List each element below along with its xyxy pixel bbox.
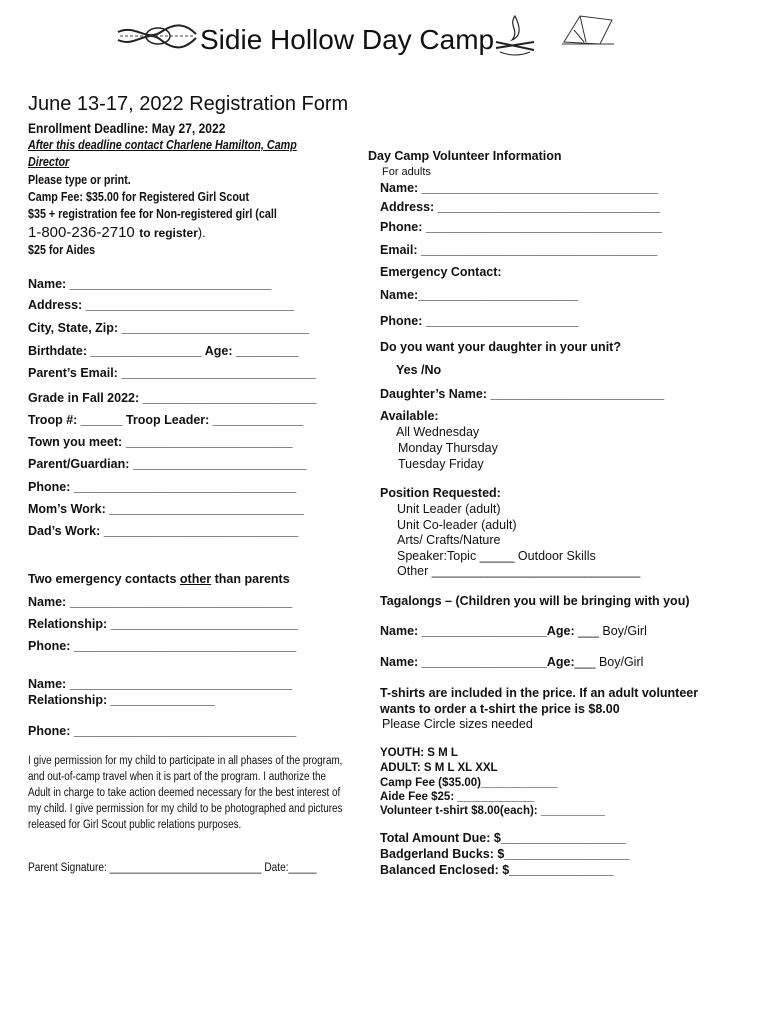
- emergency-field-0-label: Name:: [28, 595, 67, 609]
- tagalong-age-label: Age:: [546, 655, 575, 669]
- camper-field-9-label: Phone:: [28, 480, 71, 494]
- fee-registered: Camp Fee: $35.00 for Registered Girl Scout: [28, 190, 250, 204]
- emergency-heading: [28, 572, 290, 586]
- tagalong-age-line[interactable]: ___ Boy/Girl: [574, 624, 647, 638]
- volunteer-ec-phone[interactable]: Phone: ______________________: [380, 314, 579, 328]
- camper-field-2-label: City, State, Zip:: [28, 321, 119, 335]
- emergency-field-5-label: Phone:: [28, 724, 71, 738]
- available-option[interactable]: All Wednesday: [396, 425, 480, 439]
- emergency-field-0-line[interactable]: ________________________________: [66, 595, 293, 609]
- tshirt-line1: T-shirts are included in the price. If an adult volunteer: [380, 686, 699, 700]
- fee-nonregistered: $35 + registration fee for Non-registered girl (call: [28, 207, 277, 221]
- volunteer-heading: Day Camp Volunteer Information: [368, 149, 562, 163]
- emergency-field-5[interactable]: [28, 724, 296, 738]
- camper-field-11[interactable]: [28, 524, 298, 538]
- volunteer-field-2-line[interactable]: __________________________________: [422, 220, 663, 234]
- camper-field-1[interactable]: [28, 298, 294, 312]
- balanced-enclosed[interactable]: Balanced Enclosed: $_______________: [380, 863, 614, 877]
- position-label: Position Requested:: [380, 486, 501, 500]
- volunteer-field-1[interactable]: [380, 200, 660, 214]
- tshirt-line2: wants to order a t-shirt the price is $8.00: [380, 702, 620, 716]
- registration-phone: 1-800-236-2710: [28, 224, 135, 241]
- position-option[interactable]: Speaker:Topic _____ Outdoor Skills: [397, 548, 596, 563]
- camper-field-8-line[interactable]: _________________________: [129, 457, 307, 471]
- emergency-heading-pre: Two emergency contacts: [28, 572, 180, 586]
- aide-fee-line[interactable]: Aide Fee $25: ____________: [380, 791, 535, 803]
- camper-field-5[interactable]: [28, 391, 316, 405]
- after-deadline-line2: Director: [28, 155, 70, 169]
- camper-field-4-line[interactable]: ____________________________: [117, 366, 316, 380]
- for-adults: For adults: [382, 166, 431, 178]
- camper-field-3-line[interactable]: ________________ Age: _________: [87, 344, 299, 358]
- emergency-field-1-line[interactable]: ___________________________: [107, 617, 299, 631]
- camper-field-0-line[interactable]: : _____________________________: [62, 277, 272, 291]
- camper-field-10-label: Mom’s Work:: [28, 502, 106, 516]
- emergency-field-4[interactable]: [28, 693, 215, 707]
- type-print-note: Please type or print.: [28, 173, 131, 187]
- camper-field-9-line[interactable]: ________________________________: [70, 480, 297, 494]
- camper-field-8-label: Parent/Guardian:: [28, 457, 130, 471]
- tagalong-name[interactable]: Name: __________________: [380, 655, 547, 669]
- youth-sizes[interactable]: YOUTH: S M L: [380, 747, 458, 759]
- volunteer-field-3-label: Email:: [380, 243, 418, 257]
- campfire-logo: [490, 12, 540, 58]
- tent-logo: [560, 8, 616, 48]
- camper-field-7-label: Town you meet:: [28, 435, 123, 449]
- camper-field-0-label: Name: [28, 277, 63, 291]
- emergency-field-2[interactable]: [28, 639, 296, 653]
- volunteer-field-3[interactable]: [380, 243, 657, 257]
- tagalong-age-label: Age:: [546, 624, 575, 638]
- camper-field-7-line[interactable]: ________________________: [122, 435, 293, 449]
- emergency-heading-other: other: [179, 572, 212, 586]
- volunteer-field-1-label: Address:: [380, 200, 435, 214]
- camper-field-4[interactable]: [28, 366, 316, 380]
- volunteer-field-1-line[interactable]: ________________________________: [434, 200, 661, 214]
- available-label: Available:: [380, 409, 439, 423]
- circle-sizes-note: Please Circle sizes needed: [382, 717, 533, 731]
- emergency-field-1[interactable]: [28, 617, 298, 631]
- volunteer-tshirt-line[interactable]: Volunteer t-shirt $8.00(each): __________: [380, 805, 605, 817]
- total-amount-due[interactable]: Total Amount Due: $__________________: [380, 831, 626, 845]
- tagalong-row[interactable]: [380, 655, 643, 669]
- camper-field-3-label: Birthdate:: [28, 344, 88, 358]
- available-option[interactable]: Tuesday Friday: [398, 457, 484, 471]
- position-option[interactable]: Unit Leader (adult): [397, 502, 501, 516]
- unit-question: Do you want your daughter in your unit?: [380, 340, 621, 354]
- enrollment-deadline: Enrollment Deadline: May 27, 2022: [28, 120, 226, 136]
- volunteer-emergency-contact: Emergency Contact:: [380, 265, 502, 279]
- position-option[interactable]: Other ______________________________: [397, 564, 641, 578]
- camper-field-11-line[interactable]: ____________________________: [100, 524, 299, 538]
- position-option[interactable]: Arts/ Crafts/Nature: [397, 533, 501, 547]
- emergency-heading-post: than parents: [211, 572, 290, 586]
- badgerland-bucks[interactable]: Badgerland Bucks: $__________________: [380, 847, 630, 861]
- after-deadline-line1: After this deadline contact Charlene Hamilton, Camp: [28, 138, 297, 152]
- form-subtitle: June 13-17, 2022 Registration Form: [28, 93, 349, 115]
- tagalong-age-line[interactable]: ___ Boy/Girl: [574, 655, 644, 669]
- to-register: to register: [139, 226, 198, 240]
- emergency-field-2-label: Phone:: [28, 639, 71, 653]
- camper-field-5-line[interactable]: : _________________________: [135, 391, 317, 405]
- available-option[interactable]: Monday Thursday: [398, 441, 498, 455]
- camper-field-8[interactable]: [28, 457, 307, 471]
- emergency-field-1-label: Relationship:: [28, 617, 108, 631]
- camper-field-1-line[interactable]: ______________________________: [82, 298, 295, 312]
- camper-field-6[interactable]: [28, 413, 303, 427]
- camper-field-9[interactable]: [28, 480, 296, 494]
- emergency-field-3-line[interactable]: ________________________________: [66, 677, 293, 691]
- camp-fee-line[interactable]: Camp Fee ($35.00)____________: [380, 777, 558, 789]
- volunteer-field-0-label: Name: [380, 181, 415, 195]
- camper-field-7[interactable]: [28, 435, 293, 449]
- tagalongs-heading: Tagalongs – (Children you will be bringing with you): [380, 594, 690, 608]
- camper-field-11-label: Dad’s Work:: [28, 524, 101, 538]
- daughters-name-field[interactable]: Daughter’s Name: _________________________: [380, 387, 665, 401]
- adult-sizes[interactable]: ADULT: S M L XL XXL: [380, 762, 498, 774]
- permission-text: I give permission for my child to participate in all phases of the program, and out-of-camp travel when it is part of the program. I authorize the Adult in charge to take action deemed necessary for the best interest of my child. I give permission for my child to be photographed and pictures released for Girl Scout public relations purposes.: [28, 755, 343, 831]
- camper-field-0[interactable]: [28, 277, 271, 291]
- yes-no-option[interactable]: Yes /No: [396, 363, 442, 377]
- emergency-field-2-line[interactable]: ________________________________: [70, 639, 297, 653]
- camper-field-10-line[interactable]: ____________________________: [105, 502, 304, 516]
- phone-close: ).: [197, 226, 206, 240]
- camper-field-4-label: Parent’s Email:: [28, 366, 118, 380]
- position-option[interactable]: Unit Co-leader (adult): [397, 517, 517, 532]
- fee-aides: $25 for Aides: [28, 243, 96, 257]
- camp-title: Sidie Hollow Day Camp: [200, 24, 495, 55]
- camper-field-6-label: Troop #: ______ Troop Leader:: [28, 413, 210, 427]
- emergency-field-3-label: Name:: [28, 677, 67, 691]
- emergency-field-3[interactable]: [28, 677, 292, 691]
- emergency-field-4-label: Relationship:: [28, 693, 108, 707]
- volunteer-field-0[interactable]: [380, 181, 658, 195]
- camper-field-2-line[interactable]: ___________________________: [118, 321, 310, 335]
- parent-signature-line[interactable]: Parent Signature: ___________________________ Date:_____: [28, 862, 317, 874]
- camper-field-1-label: Address:: [28, 298, 83, 312]
- volunteer-field-3-line[interactable]: __________________________________: [417, 243, 658, 257]
- camper-field-5-label: Grade in Fall 2022: [28, 391, 135, 405]
- tagalong-name[interactable]: Name: __________________: [380, 624, 547, 638]
- volunteer-field-0-line[interactable]: : __________________________________: [414, 181, 659, 195]
- volunteer-field-2-label: Phone:: [380, 220, 423, 234]
- volunteer-field-2[interactable]: [380, 220, 662, 234]
- camper-field-2[interactable]: [28, 321, 309, 335]
- emergency-field-0[interactable]: [28, 595, 292, 609]
- emergency-field-4-line[interactable]: _______________: [107, 693, 215, 707]
- camper-field-6-line[interactable]: _____________: [209, 413, 304, 427]
- registration-phone-line: [28, 224, 206, 242]
- rope-knot-logo: [116, 20, 198, 54]
- tagalong-row[interactable]: [380, 624, 647, 638]
- camper-field-10[interactable]: [28, 502, 304, 516]
- volunteer-ec-name[interactable]: Name:_______________________: [380, 288, 579, 302]
- emergency-field-5-line[interactable]: ________________________________: [70, 724, 297, 738]
- camper-field-3[interactable]: [28, 344, 299, 358]
